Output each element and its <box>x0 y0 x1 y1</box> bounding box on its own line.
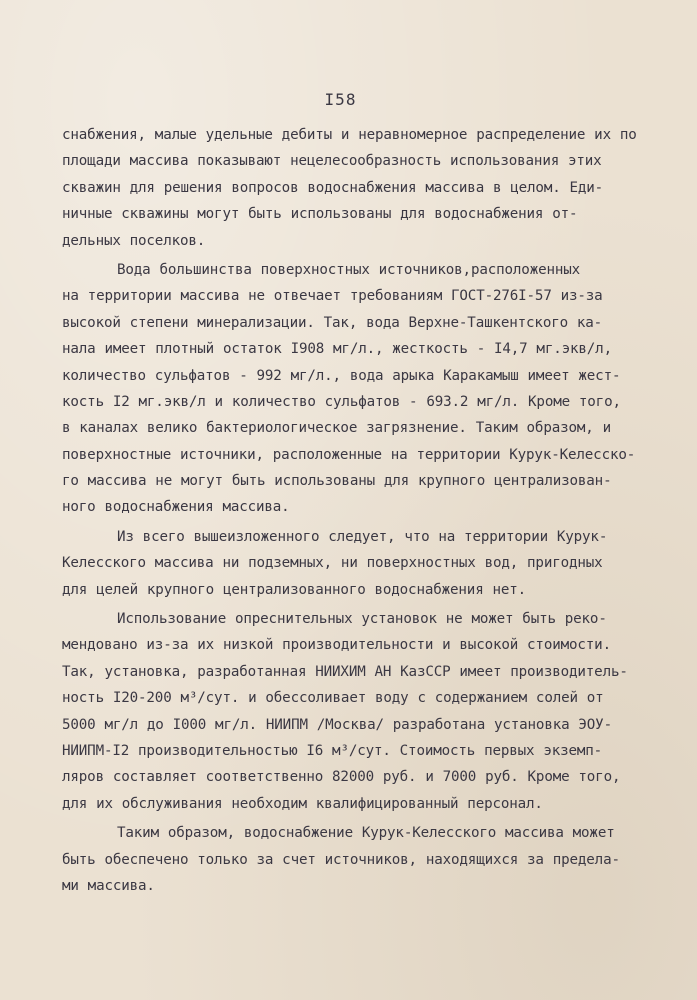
body-text <box>62 122 662 899</box>
text-line: в каналах велико бактериологическое загрязнение. Таким образом, и <box>62 420 611 437</box>
text-line: Так, установка, разработанная НИИХИМ АН КазССР имеет производитель- <box>62 663 628 680</box>
text-line: ничные скважины могут быть использованы для водоснабжения от- <box>62 206 578 223</box>
page-number: I58 <box>324 90 357 109</box>
paragraph <box>62 122 662 257</box>
text-line: на территории массива не отвечает требованиям ГОСТ-276I-57 из-за <box>62 288 603 305</box>
text-line: для их обслуживания необходим квалифицированный персонал. <box>62 795 543 812</box>
text-line: Использование опреснительных установок не может быть реко- <box>117 611 607 628</box>
paragraph <box>62 524 662 606</box>
text-line: Таким образом, водоснабжение Курук-Келесского массива может <box>117 825 615 842</box>
text-line: ми массива. <box>62 877 155 894</box>
text-line: Из всего вышеизложенного следует, что на территории Курук- <box>117 528 608 545</box>
text-line: для целей крупного централизованного водоснабжения нет. <box>62 581 527 598</box>
text-line: быть обеспечено только за счет источников, находящихся за предела- <box>62 851 620 868</box>
text-line: ность I20-200 м³/сут. и обессоливает воду с содержанием солей от <box>62 690 604 707</box>
paragraph <box>62 606 662 820</box>
text-line: НИИПМ-I2 производительностью I6 м³/сут. Стоимость первых экземп- <box>62 742 603 759</box>
text-line: высокой степени минерализации. Так, вода Верхне-Ташкентского ка- <box>62 314 603 331</box>
paragraph <box>62 820 662 899</box>
text-line: Вода большинства поверхностных источников,расположенных <box>117 261 581 278</box>
text-line: ного водоснабжения массива. <box>62 499 290 516</box>
text-line: скважин для решения вопросов водоснабжения массива в целом. Еди- <box>62 179 604 196</box>
text-line: количество сульфатов - 992 мг/л., вода арыка Каракамыш имеет жест- <box>62 367 621 384</box>
text-line: дельных поселков. <box>62 232 206 249</box>
text-line: ляров составляет соответственно 82000 руб. и 7000 руб. Кроме того, <box>62 769 621 786</box>
text-line: Келесского массива ни подземных, ни поверхностных вод, пригодных <box>62 555 603 572</box>
text-line: мендовано из-за их низкой производительности и высокой стоимости. <box>62 637 611 654</box>
text-line: снабжения, малые удельные дебиты и неравномерное распределение их по <box>62 127 637 143</box>
paragraph <box>62 257 662 524</box>
text-line: поверхностные источники, расположенные на территории Курук-Келесско- <box>62 446 636 463</box>
text-line: 5000 мг/л до I000 мг/л. НИИПМ /Москва/ разработана установка ЭОУ- <box>62 716 612 733</box>
text-line: кость I2 мг.экв/л и количество сульфатов - 693.2 мг/л. Кроме того, <box>62 393 621 410</box>
text-line: площади массива показывают нецелесообразность использования этих <box>62 153 602 170</box>
text-line: нала имеет плотный остаток I908 мг/л., жесткость - I4,7 мг.экв/л, <box>62 341 612 358</box>
text-line: го массива не могут быть использованы для крупного централизован- <box>62 473 612 490</box>
